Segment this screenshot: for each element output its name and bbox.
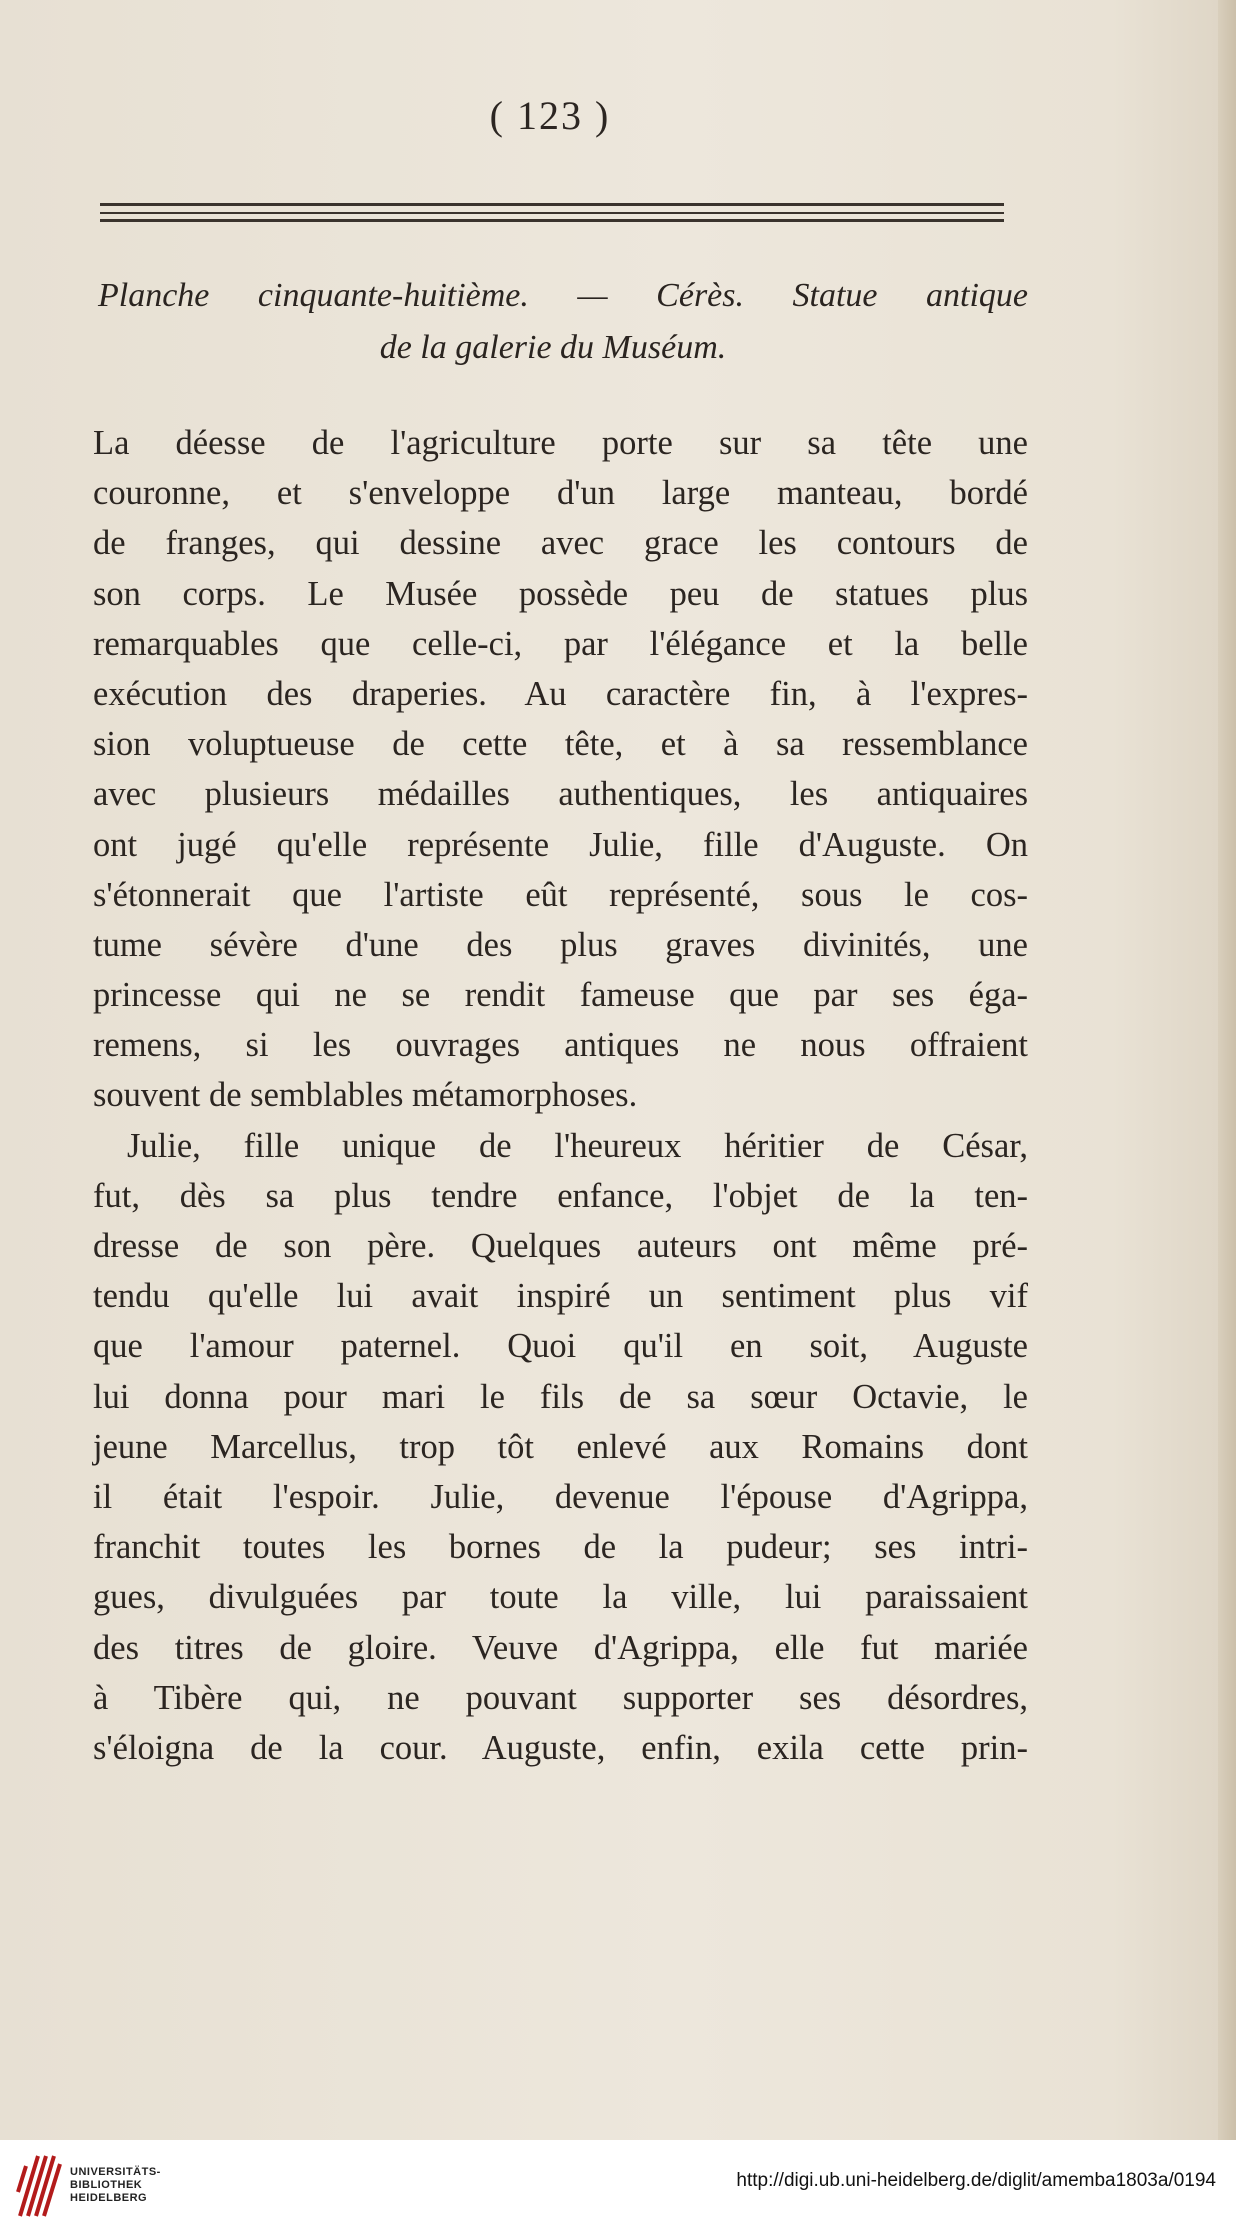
digitization-footer xyxy=(0,2140,1236,2230)
page-number: ( 123 ) xyxy=(489,93,611,138)
text-line: de franges, qui dessine avec grace les contours de xyxy=(93,524,1028,563)
text-line: La déesse de l'agriculture porte sur sa tête une xyxy=(93,424,1028,462)
header-rule-bottom xyxy=(100,219,1004,222)
caption-word: cinquante-huitième. xyxy=(257,277,529,314)
text-line: Julie, fille unique de l'heureux héritier de César, xyxy=(127,1126,1028,1165)
text-line: ont jugé qu'elle représente Julie, fille d'Auguste. On xyxy=(93,825,1028,864)
text-line: gues, divulguées par toute la ville, lui paraissaient xyxy=(93,1578,1028,1617)
text-line: lui donna pour mari le fils de sa sœur Octavie, le xyxy=(93,1377,1028,1416)
caption-word: Planche xyxy=(98,277,210,314)
text-line: franchit toutes les bornes de la pudeur; ses intri- xyxy=(93,1528,1028,1567)
text-line: tume sévère d'une des plus graves divinités, une xyxy=(93,925,1028,964)
body-text xyxy=(93,418,1028,1773)
text-line: remens, si les ouvrages antiques ne nous offraient xyxy=(93,1026,1028,1065)
caption-word: antique xyxy=(926,277,1028,314)
text-line: s'étonnerait que l'artiste eût représenté, sous le cos- xyxy=(93,875,1028,914)
text-line: jeune Marcellus, trop tôt enlevé aux Romains dont xyxy=(93,1427,1028,1466)
text-line: à Tibère qui, ne pouvant supporter ses désordres, xyxy=(93,1678,1028,1717)
source-url-link[interactable]: http://digi.ub.uni-heidelberg.de/diglit/amemba1803a/0194 xyxy=(736,2170,1216,2191)
library-name-line: HEIDELBERG xyxy=(70,2192,148,2204)
text-line: tendu qu'elle lui avait inspiré un sentiment plus vif xyxy=(93,1277,1028,1316)
heidelberg-library-logo-icon xyxy=(14,2152,64,2218)
paragraph-1 xyxy=(93,418,1028,1121)
text-line: avec plusieurs médailles authentiques, les antiquaires xyxy=(93,775,1028,814)
text-line: fut, dès sa plus tendre enfance, l'objet de la ten- xyxy=(93,1176,1028,1215)
text-line: il était l'espoir. Julie, devenue l'épouse d'Agrippa, xyxy=(93,1477,1028,1516)
text-line: dresse de son père. Quelques auteurs ont même pré- xyxy=(93,1227,1028,1265)
library-name-line: UNIVERSITÄTS- xyxy=(70,2166,161,2178)
text-line: s'éloigna de la cour. Auguste, enfin, exila cette prin- xyxy=(93,1728,1028,1767)
plate-caption xyxy=(98,270,1028,374)
text-line: remarquables que celle-ci, par l'élégance et la belle xyxy=(93,624,1028,663)
text-line: exécution des draperies. Au caractère fin, à l'expres- xyxy=(93,674,1028,713)
library-name-line: BIBLIOTHEK xyxy=(70,2179,143,2191)
page-edge xyxy=(1218,0,1236,2140)
caption-word: — xyxy=(577,277,608,314)
caption-line-2: de la galerie du Muséum. xyxy=(379,329,727,366)
library-name xyxy=(70,2166,161,2205)
caption-word: Cérès. xyxy=(656,277,744,314)
caption-line-1 xyxy=(98,270,1028,322)
text-line: son corps. Le Musée possède peu de statues plus xyxy=(93,574,1028,613)
header-rule-middle xyxy=(100,212,1004,214)
header-rule-top xyxy=(100,203,1004,206)
caption-word: Statue xyxy=(792,277,878,314)
text-line: princesse qui ne se rendit fameuse que par ses éga- xyxy=(93,976,1028,1015)
text-line: des titres de gloire. Veuve d'Agrippa, elle fut mariée xyxy=(93,1628,1028,1667)
text-line: souvent de semblables métamorphoses. xyxy=(93,1076,638,1115)
text-line: couronne, et s'enveloppe d'un large manteau, bordé xyxy=(93,474,1028,513)
text-line: que l'amour paternel. Quoi qu'il en soit, Auguste xyxy=(93,1327,1028,1366)
paragraph-2 xyxy=(93,1121,1028,1773)
text-line: sion voluptueuse de cette tête, et à sa ressemblance xyxy=(93,725,1028,764)
